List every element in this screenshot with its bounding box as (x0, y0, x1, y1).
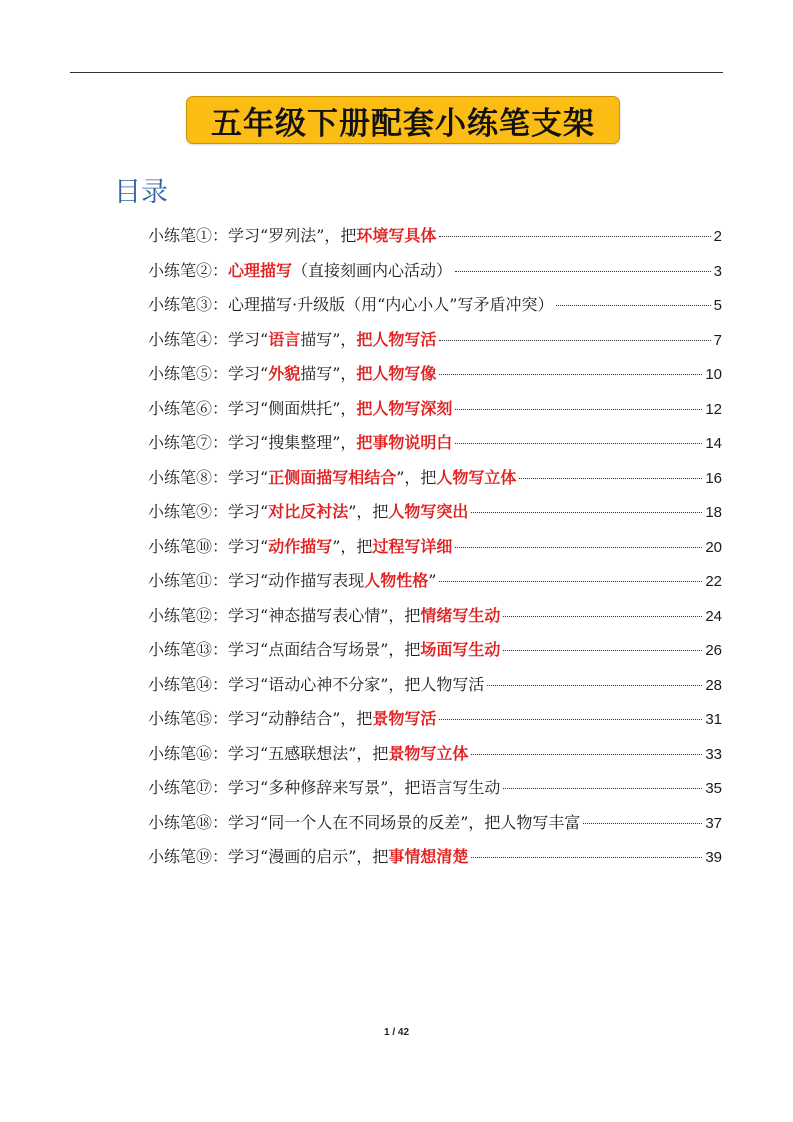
page-number: 5 (713, 297, 722, 314)
page-number: 37 (705, 814, 722, 832)
highlighted-text: 景物写活 (372, 709, 437, 728)
highlighted-text: 对比反衬法 (268, 502, 349, 521)
toc-entry[interactable] (148, 431, 722, 466)
page-number: 28 (705, 676, 722, 694)
entry-title (228, 811, 580, 835)
dot-leader (439, 340, 710, 341)
dot-leader (471, 512, 702, 513)
toc-entry[interactable] (148, 362, 722, 397)
plain-text: 学习“罗列法”，把 (228, 226, 357, 245)
entry-number: 小练笔④： (148, 329, 229, 349)
entry-number: 小练笔⑦： (148, 433, 229, 452)
entry-title (228, 293, 553, 317)
toc-entry[interactable] (148, 673, 722, 708)
highlighted-text: 把人物写深刻 (356, 398, 453, 418)
plain-text: 学习“动静结合”，把 (228, 709, 373, 728)
dot-leader (439, 719, 702, 720)
highlighted-text: 场面写生动 (420, 640, 501, 659)
toc-entry[interactable] (148, 811, 722, 846)
entry-number: 小练笔⑭： (148, 674, 229, 694)
dot-leader (439, 236, 710, 237)
plain-text: 学习“ (228, 467, 269, 487)
plain-text: 学习“ (228, 364, 269, 383)
highlighted-text: 动作描写 (268, 536, 333, 556)
entry-title (228, 604, 500, 628)
entry-number: 小练笔⑧： (148, 467, 229, 487)
page-number: 3 (713, 262, 722, 280)
page-number: 20 (705, 538, 722, 556)
page-number: 16 (705, 469, 722, 487)
highlighted-text: 把事物说明白 (356, 433, 453, 452)
page-number: 18 (705, 504, 722, 521)
entry-number: 小练笔①： (148, 226, 229, 245)
page-number: 35 (705, 780, 722, 797)
entry-number: 小练笔⑪： (148, 571, 229, 590)
plain-text: （直接刻画内心活动） (292, 260, 453, 280)
dot-leader (439, 374, 702, 375)
entry-number: 小练笔⑱： (148, 812, 229, 832)
page-number: 33 (705, 745, 722, 763)
toc-entry[interactable] (148, 707, 722, 742)
plain-text: ” (428, 571, 437, 590)
header-rule (70, 72, 723, 73)
plain-text: 学习“五感联想法”，把 (228, 743, 389, 763)
entry-title (228, 569, 436, 593)
toc-entry[interactable] (148, 604, 722, 639)
entry-title (228, 224, 436, 248)
toc-heading: 目录 (114, 177, 168, 208)
page-number: 14 (705, 435, 722, 452)
highlighted-text: 过程写详细 (372, 536, 453, 556)
entry-title (228, 500, 468, 524)
plain-text: 学习“ (228, 329, 269, 349)
page-number: 31 (705, 711, 722, 728)
toc-entry[interactable] (148, 776, 722, 811)
highlighted-text: 正侧面描写相结合 (268, 467, 397, 487)
entry-title (228, 742, 468, 766)
page-number: 39 (705, 849, 722, 866)
highlighted-text: 人物写立体 (436, 467, 517, 487)
page-number: 2 (713, 228, 722, 245)
plain-text: 学习“语动心神不分家”，把人物写活 (228, 674, 485, 694)
plain-text: 学习“动作描写表现 (228, 571, 365, 590)
plain-text: 学习“漫画的启示”，把 (228, 847, 389, 866)
entry-title (228, 328, 436, 352)
toc-entry[interactable] (148, 638, 722, 673)
highlighted-text: 环境写具体 (356, 226, 437, 245)
highlighted-text: 人物性格 (364, 571, 429, 590)
dot-leader (503, 650, 702, 651)
entry-number: 小练笔⑮： (148, 709, 229, 728)
plain-text: 学习“搜集整理”， (228, 433, 357, 452)
toc-entry[interactable] (148, 569, 722, 604)
toc-entry[interactable] (148, 535, 722, 570)
highlighted-text: 人物写突出 (388, 502, 469, 521)
entry-number: 小练笔⑩： (148, 536, 229, 556)
entry-title (228, 845, 468, 869)
toc-entry[interactable] (148, 742, 722, 777)
entry-title (228, 673, 484, 697)
dot-leader (519, 478, 702, 479)
plain-text: 描写”， (300, 364, 357, 383)
highlighted-text: 心理描写 (228, 260, 293, 280)
plain-text: 学习“同一个人在不同场景的反差”，把人物写丰富 (228, 812, 581, 832)
entry-number: 小练笔⑯： (148, 743, 229, 763)
plain-text: 描写”， (300, 329, 357, 349)
highlighted-text: 景物写立体 (388, 743, 469, 763)
page-number: 12 (705, 400, 722, 418)
page-number: 26 (705, 642, 722, 659)
entry-title (228, 638, 500, 662)
highlighted-text: 把人物写像 (356, 364, 437, 383)
plain-text: 学习“ (228, 536, 269, 556)
table-of-contents (148, 224, 722, 880)
page-number: 7 (713, 331, 722, 349)
toc-entry[interactable] (148, 224, 722, 259)
entry-title (228, 362, 436, 386)
entry-title (228, 535, 452, 559)
entry-number: 小练笔⑫： (148, 605, 229, 625)
highlighted-text: 事情想清楚 (388, 847, 469, 866)
entry-title (228, 707, 436, 731)
dot-leader (455, 443, 702, 444)
dot-leader (471, 754, 702, 755)
dot-leader (471, 857, 702, 858)
entry-title (228, 776, 500, 800)
entry-title (228, 466, 516, 490)
entry-number: 小练笔⑨： (148, 502, 229, 521)
dot-leader (455, 547, 702, 548)
dot-leader (583, 823, 702, 824)
toc-entry[interactable] (148, 293, 722, 328)
highlighted-text: 情绪写生动 (420, 605, 501, 625)
page-indicator: 1 / 42 (383, 1027, 410, 1038)
plain-text: 学习“多种修辞来写景”，把语言写生动 (228, 778, 501, 797)
plain-text: 心理描写·升级版（用“内心小人”写矛盾冲突） (228, 295, 554, 314)
toc-entry[interactable] (148, 259, 722, 294)
page-number: 22 (705, 573, 722, 590)
entry-number: 小练笔⑤： (148, 364, 229, 383)
entry-number: 小练笔②： (148, 260, 229, 280)
dot-leader (455, 271, 711, 272)
dot-leader (439, 581, 702, 582)
dot-leader (503, 616, 702, 617)
dot-leader (556, 305, 710, 306)
toc-entry[interactable] (148, 845, 722, 880)
plain-text: 学习“ (228, 502, 269, 521)
highlighted-text: 外貌 (268, 364, 301, 383)
document-title: 五年级下册配套小练笔支架 (211, 105, 595, 142)
entry-number: 小练笔⑥： (148, 398, 229, 418)
entry-number: 小练笔⑬： (148, 640, 229, 659)
plain-text: ”，把 (332, 536, 373, 556)
title-banner (186, 96, 620, 144)
plain-text: ”，把 (348, 502, 389, 521)
entry-number: 小练笔⑰： (148, 778, 229, 797)
toc-entry[interactable] (148, 397, 722, 432)
plain-text: ”，把 (396, 467, 437, 487)
dot-leader (487, 685, 702, 686)
entry-title (228, 431, 452, 455)
dot-leader (503, 788, 702, 789)
toc-entry[interactable] (148, 328, 722, 363)
entry-number: 小练笔③： (148, 295, 229, 314)
highlighted-text: 语言 (268, 329, 301, 349)
highlighted-text: 把人物写活 (356, 329, 437, 349)
page-number: 10 (705, 366, 722, 383)
page-number: 24 (705, 607, 722, 625)
toc-entry[interactable] (148, 500, 722, 535)
entry-number: 小练笔⑲： (148, 847, 229, 866)
entry-title (228, 397, 452, 421)
dot-leader (455, 409, 702, 410)
plain-text: 学习“神态描写表心情”，把 (228, 605, 421, 625)
plain-text: 学习“点面结合写场景”，把 (228, 640, 421, 659)
entry-title (228, 259, 452, 283)
plain-text: 学习“侧面烘托”， (228, 398, 357, 418)
toc-entry[interactable] (148, 466, 722, 501)
